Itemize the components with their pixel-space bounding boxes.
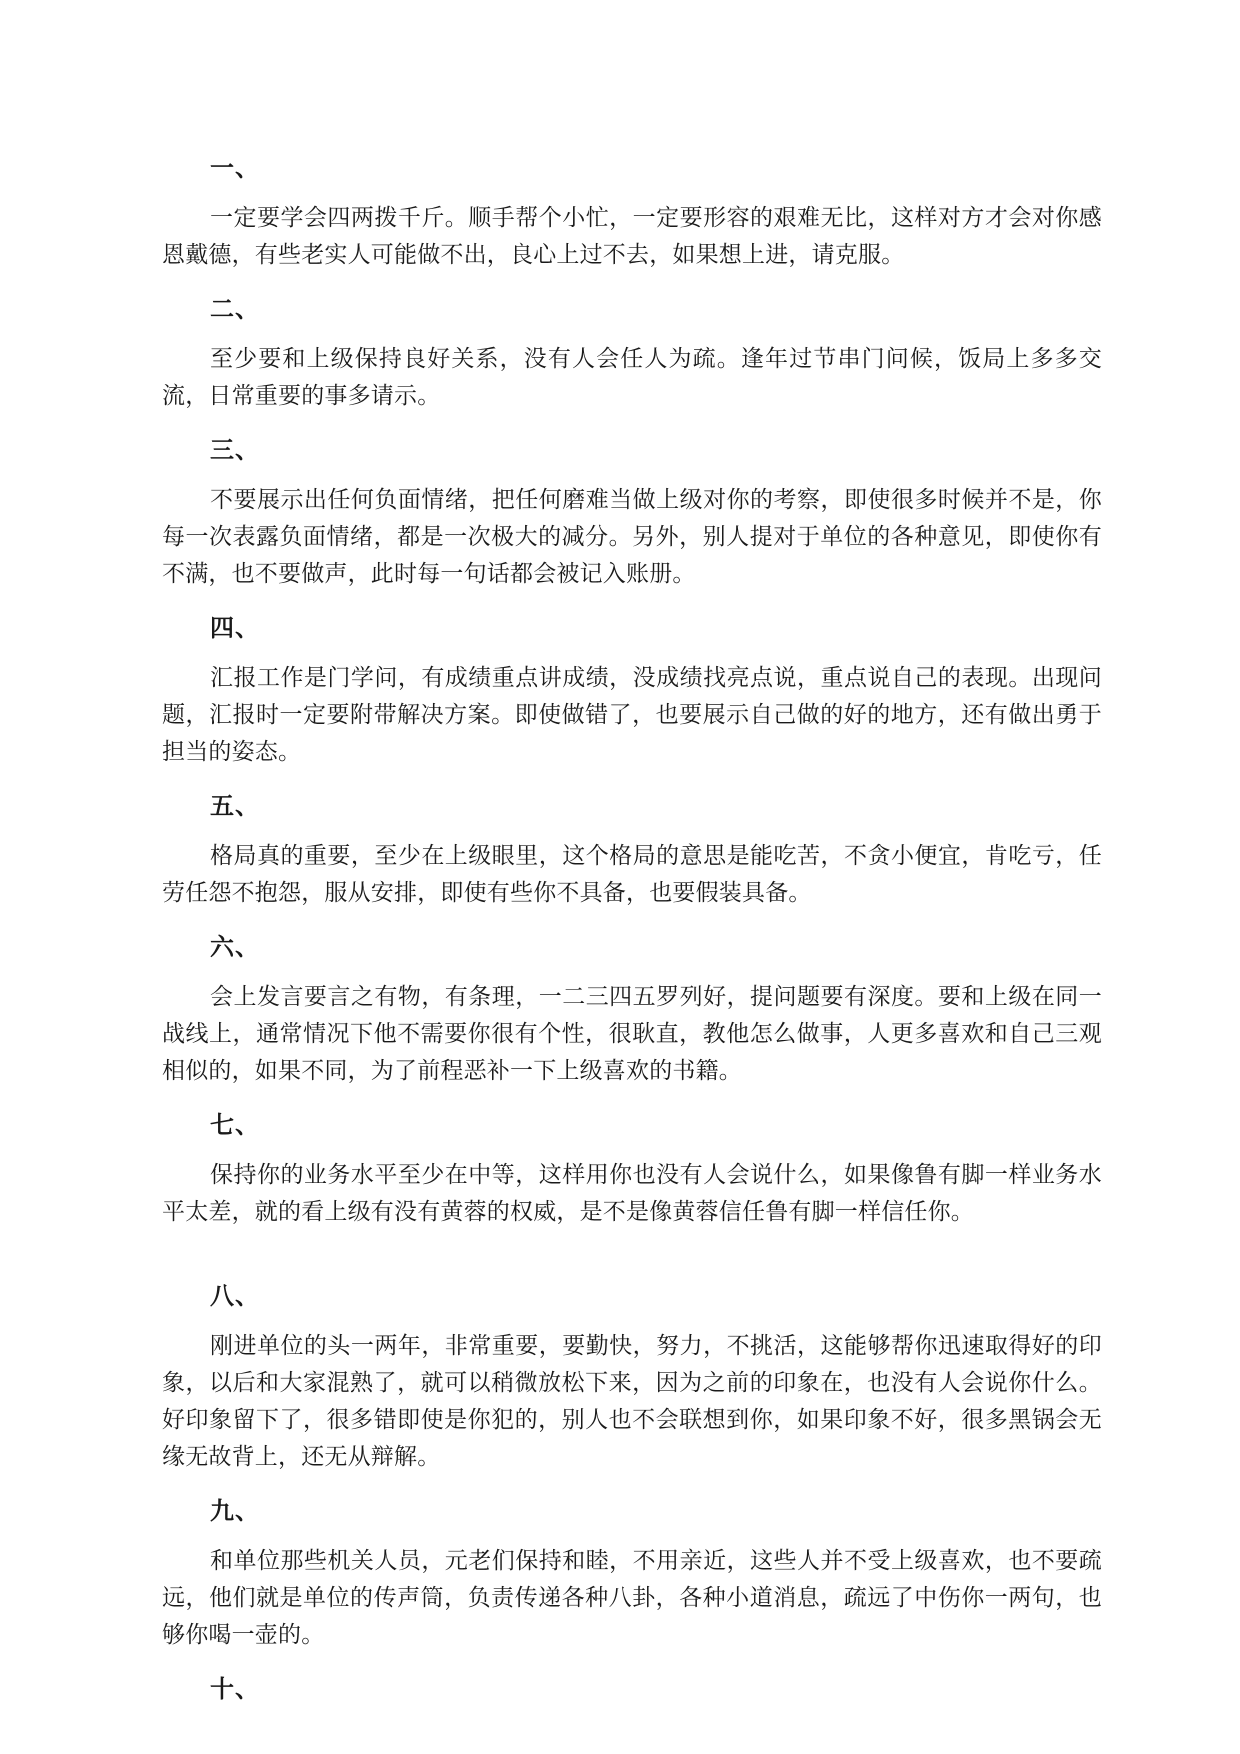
- section-heading: 五、: [210, 791, 260, 820]
- section-1: [162, 150, 1102, 274]
- section-heading: 三、: [210, 435, 260, 464]
- section-2: [162, 291, 1102, 415]
- section-paragraph: 刚进单位的头一两年，非常重要，要勤快，努力，不挑活，这能够帮你迅速取得好的印象，以后和大家混熟了，就可以稍微放松下来，因为之前的印象在，也没有人会说你什么。好印象留下了，很多错即使是你犯的，别人也不会联想到你，如果印象不好，很多黑锅会无缘无故背上，还无从辩解。: [162, 1333, 1102, 1470]
- section-paragraph: 汇报工作是门学问，有成绩重点讲成绩，没成绩找亮点说，重点说自己的表现。出现问题，汇报时一定要附带解决方案。即使做错了，也要展示自己做的好的地方，还有做出勇于担当的姿态。: [162, 665, 1102, 765]
- section-9: [162, 1493, 1102, 1654]
- section-heading: 一、: [210, 153, 260, 182]
- section-7: [162, 1107, 1102, 1231]
- section-paragraph: 至少要和上级保持良好关系，没有人会任人为疏。逢年过节串门问候，饭局上多多交流，日常重要的事多请示。: [162, 346, 1102, 409]
- blank-line: [162, 1248, 1102, 1278]
- section-heading: 十、: [210, 1674, 260, 1703]
- section-paragraph: 一定要学会四两拨千斤。顺手帮个小忙，一定要形容的艰难无比，这样对方才会对你感恩戴德，有些老实人可能做不出，良心上过不去，如果想上进，请克服。: [162, 205, 1102, 268]
- section-8: [162, 1278, 1102, 1476]
- section-heading: 九、: [210, 1496, 260, 1525]
- section-3: [162, 432, 1102, 593]
- section-heading: 四、: [210, 613, 260, 642]
- document-page: [162, 150, 1102, 1721]
- section-heading: 八、: [210, 1281, 260, 1310]
- section-heading: 二、: [210, 294, 260, 323]
- section-5: [162, 788, 1102, 912]
- section-paragraph: 会上发言要言之有物，有条理，一二三四五罗列好，提问题要有深度。要和上级在同一战线上，通常情况下他不需要你很有个性，很耿直，教他怎么做事，人更多喜欢和自己三观相似的，如果不同，为了前程恶补一下上级喜欢的书籍。: [162, 984, 1102, 1084]
- section-6: [162, 929, 1102, 1090]
- section-10: [162, 1671, 1102, 1707]
- section-paragraph: 不要展示出任何负面情绪，把任何磨难当做上级对你的考察，即使很多时候并不是，你每一次表露负面情绪，都是一次极大的减分。另外，别人提对于单位的各种意见，即使你有不满，也不要做声，此时每一句话都会被记入账册。: [162, 487, 1102, 587]
- section-paragraph: 格局真的重要，至少在上级眼里，这个格局的意思是能吃苦，不贪小便宜，肯吃亏，任劳任怨不抱怨，服从安排，即使有些你不具备，也要假装具备。: [162, 843, 1102, 906]
- section-paragraph: 保持你的业务水平至少在中等，这样用你也没有人会说什么，如果像鲁有脚一样业务水平太差，就的看上级有没有黄蓉的权威，是不是像黄蓉信任鲁有脚一样信任你。: [162, 1162, 1102, 1225]
- section-paragraph: 和单位那些机关人员，元老们保持和睦，不用亲近，这些人并不受上级喜欢，也不要疏远，他们就是单位的传声筒，负责传递各种八卦，各种小道消息，疏远了中伤你一两句，也够你喝一壶的。: [162, 1548, 1102, 1648]
- section-heading: 七、: [210, 1110, 260, 1139]
- section-4: [162, 610, 1102, 771]
- section-heading: 六、: [210, 932, 260, 961]
